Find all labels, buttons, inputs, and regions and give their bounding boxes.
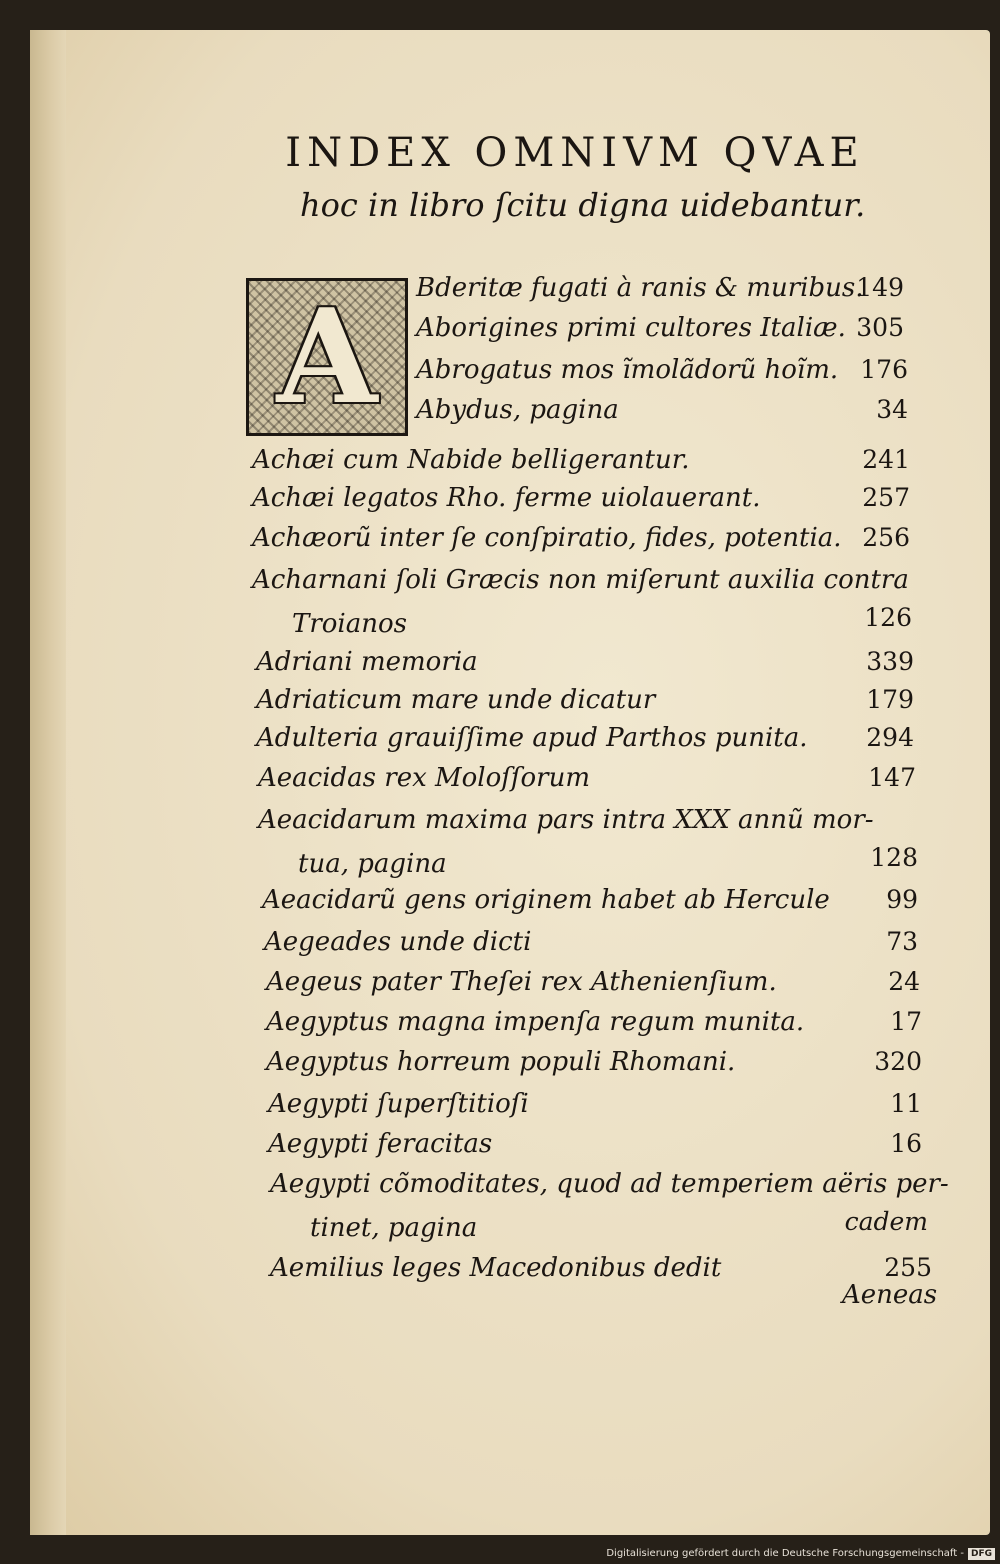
entry-text: Aegeus pater Theſei rex Athenienſium.	[266, 967, 777, 997]
index-entry	[252, 440, 910, 480]
page-number: 256	[862, 523, 910, 552]
entry-text: Bderitæ fugati à ranis & muribus.	[416, 273, 864, 303]
page-number: 257	[862, 483, 910, 512]
index-entry	[416, 308, 904, 348]
page-number: 294	[866, 723, 914, 752]
index-entry	[264, 922, 918, 962]
index-entry	[270, 1164, 949, 1204]
entry-text: Achæi legatos Rho. ferme uiolauerant.	[252, 483, 761, 513]
page-number: 73	[886, 927, 918, 956]
index-entry	[258, 758, 916, 798]
entry-text: Aegypti feracitas	[268, 1129, 493, 1159]
entry-text: Achæorũ inter ſe conſpiratio, fides, potentia.	[252, 523, 842, 553]
entry-text: Adulteria grauiſſime apud Parthos punita.	[256, 723, 808, 753]
entry-page	[792, 598, 912, 638]
index-entry	[270, 1248, 932, 1288]
entry-continuation: tinet, pagina	[310, 1213, 478, 1243]
entry-text: Aborigines primi cultores Italiæ.	[416, 313, 846, 343]
page-number: 126	[864, 603, 912, 632]
index-entry	[258, 800, 918, 840]
entry-text: Adriani memoria	[256, 647, 478, 677]
entry-text: Aegeades unde dicti	[264, 927, 532, 957]
entry-continuation: Troianos	[292, 609, 407, 639]
page-number: 255	[884, 1253, 932, 1282]
page-number: cadem	[844, 1207, 928, 1236]
index-entry	[416, 268, 904, 308]
index-title: INDEX OMNIVM QVAE	[285, 130, 865, 176]
page-number: 176	[860, 355, 908, 384]
page-number: 128	[870, 843, 918, 872]
index-entry	[252, 518, 910, 558]
page-number: 16	[890, 1129, 922, 1158]
page-number: 24	[888, 967, 920, 996]
entry-text: Aeacidarum maxima pars intra XXX annũ mor-	[258, 805, 874, 835]
page-number: 99	[886, 885, 918, 914]
entry-text: Aeacidas rex Moloſſorum	[258, 763, 591, 793]
index-entry	[256, 642, 914, 682]
page-number: 339	[866, 647, 914, 676]
credit-text: Digitalisierung gefördert durch die Deutsche Forschungsgemeinschaft -	[606, 1548, 964, 1559]
dfg-logo: DFG	[968, 1548, 995, 1560]
page-number: 320	[874, 1047, 922, 1076]
entry-text: Aegyptus horreum populi Rhomani.	[266, 1047, 736, 1077]
initial-letter: A	[276, 280, 378, 433]
entry-text: Acharnani ſoli Græcis non miſerunt auxilia contra	[252, 565, 909, 595]
index-entry	[416, 390, 908, 430]
page-number: 147	[868, 763, 916, 792]
page-number: 179	[866, 685, 914, 714]
index-entry	[268, 1124, 922, 1164]
page-number: 241	[862, 445, 910, 474]
entry-text: Aegypti ſuperſtitioſi	[268, 1089, 529, 1119]
index-entry	[252, 560, 912, 600]
index-entry	[256, 718, 914, 758]
entry-text: Aemilius leges Macedonibus dedit	[270, 1253, 722, 1283]
entry-text: Aegyptus magna impenſa regum munita.	[266, 1007, 805, 1037]
digitization-credit	[600, 1546, 995, 1562]
page-number: 149	[856, 273, 904, 302]
entry-text: Adriaticum mare unde dicatur	[256, 685, 656, 715]
index-entry	[416, 350, 908, 390]
index-entry	[262, 880, 918, 920]
index-subtitle: hoc in libro ſcitu digna uidebantur.	[300, 186, 866, 224]
entry-text: Aegypti cõmoditates, quod ad temperiem aëris per-	[270, 1169, 949, 1199]
catchword: Aeneas	[842, 1280, 938, 1310]
entry-text: Abrogatus mos ĩmolãdorũ hoĩm.	[416, 355, 839, 385]
page-number: 11	[890, 1089, 922, 1118]
page-number: 34	[876, 395, 908, 424]
entry-text: Abydus, pagina	[416, 395, 619, 425]
entry-page	[808, 1202, 928, 1242]
entry-page	[798, 838, 918, 878]
index-entry	[266, 1002, 922, 1042]
page-number: 305	[856, 313, 904, 342]
index-entry	[256, 680, 914, 720]
index-entry	[266, 962, 920, 1002]
index-entry	[252, 478, 910, 518]
entry-text: Achæi cum Nabide belligerantur.	[252, 445, 690, 475]
entry-text: Aeacidarũ gens originem habet ab Hercule	[262, 885, 830, 915]
index-entry	[268, 1084, 922, 1124]
entry-continuation: tua, pagina	[298, 849, 447, 879]
index-entry	[266, 1042, 922, 1082]
page-number: 17	[890, 1007, 922, 1036]
